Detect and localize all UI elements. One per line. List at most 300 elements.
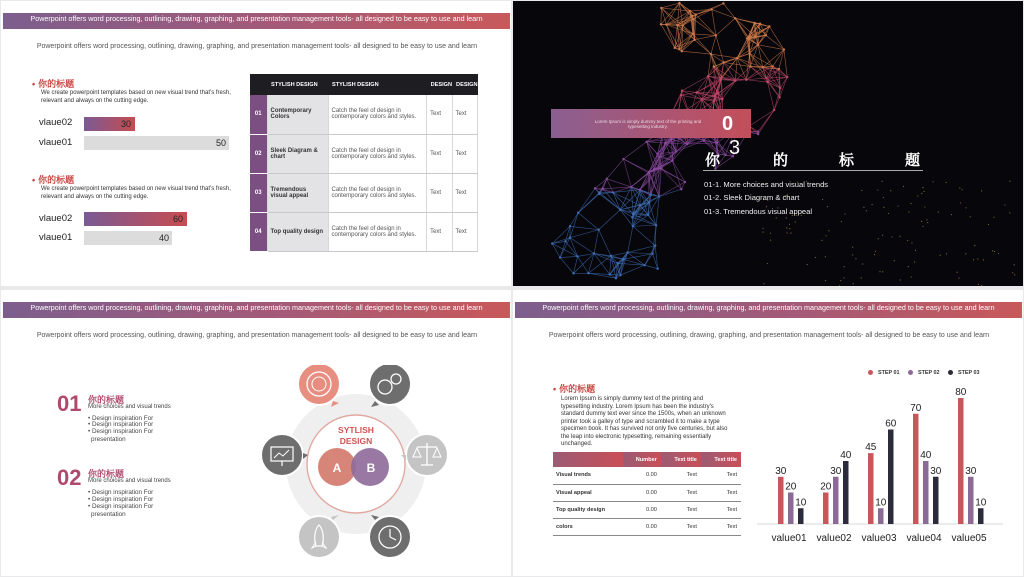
network-line [645, 254, 653, 265]
sparkle-dot [922, 226, 923, 227]
sparkle-dot [892, 236, 893, 237]
network-node [757, 130, 759, 132]
sparkle-dot [981, 190, 982, 191]
legend-dot [908, 370, 913, 375]
network-node [593, 252, 595, 254]
network-node [610, 255, 612, 257]
network-node [609, 273, 611, 275]
network-line [620, 210, 633, 226]
bar-chart [753, 380, 1013, 560]
data-label: 10 [875, 497, 887, 509]
sparkle-dot [853, 283, 854, 284]
network-line [683, 26, 693, 34]
sparkle-dot [875, 251, 876, 252]
network-line [708, 54, 711, 76]
bar-value: 40 [158, 233, 169, 243]
network-node [594, 187, 596, 189]
network-node [765, 77, 767, 79]
sparkle-dot [915, 250, 916, 251]
sparkle-dot [973, 259, 974, 260]
network-node [695, 91, 697, 93]
network-node [656, 153, 658, 155]
clock-icon [369, 515, 411, 558]
network-node [719, 78, 721, 80]
sparkle-dot [1004, 204, 1005, 205]
x-tick-label: value03 [861, 533, 897, 544]
network-node [630, 186, 632, 188]
data-label: 30 [965, 465, 977, 477]
network-node [684, 181, 686, 183]
network-node [682, 24, 684, 26]
network-node [564, 240, 566, 242]
row-label: Top quality design [553, 501, 623, 518]
network-node [676, 24, 678, 26]
network-line [711, 54, 721, 80]
network-line [711, 54, 737, 58]
sparkle-dot [852, 247, 853, 248]
sparkle-dot [807, 264, 808, 265]
block-description: We create powerpoint templates based on new visual trend that’s fresh, relevant and always on the cutting edge. [41, 186, 231, 200]
sparkle-dot [894, 260, 895, 261]
data-label: 80 [955, 387, 967, 398]
bar-step-03 [933, 477, 939, 524]
item-number: 02 [57, 465, 82, 490]
sparkle-dot [970, 216, 971, 217]
network-node [711, 8, 713, 10]
network-line [779, 50, 784, 69]
sparkle-dot [956, 272, 957, 273]
sparkle-dot [882, 181, 883, 182]
title-char: 标 [839, 152, 855, 169]
data-label: 30 [930, 465, 942, 477]
network-node [612, 191, 614, 193]
section-number: 0 [722, 113, 734, 135]
network-node [681, 90, 683, 92]
bar-value: 30 [121, 119, 132, 129]
sparkle-dot [960, 202, 961, 203]
network-node [716, 142, 718, 144]
sparkle-dot [841, 221, 842, 222]
sparkle-dot [958, 277, 959, 278]
network-node [632, 213, 634, 215]
bar-label: vlaue02 [39, 117, 73, 128]
network-line [607, 159, 624, 179]
network-node [757, 44, 759, 46]
sparkle-dot [877, 189, 878, 190]
network-line [681, 92, 697, 95]
row-description: Catch the feel of design in contemporary colors and styles. [328, 212, 427, 251]
network-node [622, 158, 624, 160]
network-line [610, 256, 611, 275]
row-cell: 0.00 [623, 467, 661, 484]
network-line [628, 252, 653, 253]
sparkle-dot [965, 253, 966, 254]
network-line [645, 265, 658, 268]
table-header-row [250, 74, 478, 95]
label-a: A [332, 461, 342, 475]
bar-step-02 [878, 508, 884, 524]
sparkle-dot [883, 207, 884, 208]
network-node [650, 194, 652, 196]
network-node [703, 140, 705, 142]
sparkle-dot [883, 197, 884, 198]
x-tick-label: value05 [951, 533, 987, 544]
sparkle-dot [917, 195, 918, 196]
row-cell: Text [661, 484, 701, 501]
slide-2[interactable] [513, 1, 1023, 286]
network-node [779, 87, 781, 89]
network-node [576, 255, 578, 257]
sparkle-dot [863, 207, 864, 208]
bar-step-02 [833, 477, 839, 524]
row-feature: Top quality design [267, 212, 328, 251]
block-description: We create powerpoint templates based on new visual trend that’s fresh, relevant and always on the cutting edge. [41, 90, 231, 104]
data-label: 60 [885, 418, 897, 430]
bar-value: 60 [173, 214, 184, 224]
network-node [680, 94, 682, 96]
sparkle-dot [908, 266, 909, 267]
network-node [664, 142, 666, 144]
network-line [610, 274, 621, 275]
bullet: • Design inspiration For [88, 489, 154, 496]
slide-subtitle: Powerpoint offers word processing, outlining, drawing, graphing, and presentation management tools- all designed to be easy to use and learn [548, 332, 990, 339]
network-node [753, 22, 755, 24]
network-line [766, 35, 784, 49]
network-line [694, 19, 716, 35]
network-node [665, 23, 667, 25]
network-line [682, 51, 711, 54]
block-title: • 你的标题 [553, 384, 596, 394]
legend-item: STEP 01 [868, 370, 899, 376]
bar-value: 50 [215, 138, 226, 148]
network-node [551, 242, 553, 244]
sparkle-dot [938, 211, 939, 212]
row-cell: Text [701, 501, 741, 518]
bar-track [84, 117, 229, 131]
network-line [633, 225, 656, 226]
network-node [692, 18, 694, 20]
sparkle-dot [992, 250, 993, 251]
network-line [736, 58, 738, 81]
network-line [570, 226, 599, 229]
label-b: B [366, 461, 376, 475]
sparkle-dot [874, 254, 875, 255]
network-node [678, 48, 680, 50]
sparkle-dot [786, 217, 787, 218]
sparkle-dot [927, 222, 928, 223]
network-node [722, 2, 724, 4]
bar-track [84, 212, 229, 226]
design-table [250, 74, 478, 252]
sparkle-dot [786, 227, 787, 228]
sparkle-dot [827, 206, 828, 207]
sparkle-dot [1009, 212, 1010, 213]
slide-1[interactable] [1, 1, 511, 286]
network-node [765, 34, 767, 36]
network-node [745, 79, 747, 81]
network-node [587, 272, 589, 274]
network-node [619, 274, 621, 276]
row-feature: Tremendous visual appeal [267, 173, 328, 212]
network-node [626, 251, 628, 253]
network-node [701, 98, 703, 100]
item-subtitle: More choices and visual trends [88, 404, 171, 410]
network-node [602, 188, 604, 190]
network-line [607, 179, 631, 187]
network-line [570, 213, 578, 238]
network-line [661, 168, 685, 182]
sparkle-dot [1014, 264, 1015, 265]
network-node [651, 253, 653, 255]
table-header: DESIGN [452, 74, 477, 95]
network-node [648, 201, 650, 203]
network-line [695, 40, 711, 54]
network-node [746, 37, 748, 39]
data-label: 70 [910, 402, 922, 414]
network-node [754, 35, 756, 37]
network-line [588, 256, 611, 273]
slide-subtitle: Powerpoint offers word processing, outlining, drawing, graphing, and presentation management tools- all designed to be easy to use and learn [36, 332, 478, 339]
table-row [250, 173, 478, 212]
table-row [553, 501, 741, 518]
network-node [616, 262, 618, 264]
sparkle-dot [862, 263, 863, 264]
network-line [628, 246, 656, 253]
network-node [786, 76, 788, 78]
title-char: 你 [705, 152, 721, 169]
sparkle-dot [921, 221, 922, 222]
network-node [655, 224, 657, 226]
bullet: • Design inspiration For [88, 503, 154, 510]
network-line [649, 203, 656, 226]
row-cell: 0.00 [623, 501, 661, 518]
sparkle-dot [946, 182, 947, 183]
bar-fill [84, 212, 187, 226]
bar-step-03 [798, 508, 804, 524]
network-node [762, 66, 764, 68]
table-header [250, 74, 267, 95]
sparkle-dot [922, 187, 923, 188]
row-cell: Text [661, 467, 701, 484]
network-node [619, 209, 621, 211]
bar-label: vlaue01 [39, 232, 73, 243]
bullet: • Design inspiration For [88, 496, 154, 503]
sparkle-dot [993, 217, 994, 218]
network-node [717, 92, 719, 94]
network-node [773, 109, 775, 111]
sparkle-dot [923, 191, 924, 192]
network-line [578, 256, 589, 273]
network-line [631, 172, 649, 187]
network-line [570, 230, 599, 238]
sparkle-dot [933, 181, 934, 182]
network-line [620, 265, 644, 275]
network-node [771, 65, 773, 67]
slide-3[interactable] [1, 290, 511, 576]
network-line [712, 3, 724, 9]
sparkle-dot [911, 242, 912, 243]
sparkle-dot [826, 235, 827, 236]
network-line [722, 81, 735, 99]
network-node [572, 272, 574, 274]
network-node [778, 68, 780, 70]
sparkle-dot [871, 204, 872, 205]
row-feature: Sleek Diagram & chart [267, 134, 328, 173]
diagram-title-line2: DESIGN [339, 436, 373, 446]
table-row [553, 484, 741, 501]
row-description: Catch the feel of design in contemporary colors and styles. [328, 95, 427, 134]
network-node [658, 195, 660, 197]
table-row [553, 467, 741, 484]
network-node [660, 23, 662, 25]
bar-step-01 [868, 453, 874, 524]
network-node [569, 225, 571, 227]
sparkle-dot [951, 214, 952, 215]
bar-step-03 [978, 508, 984, 524]
row-cell: 0.00 [623, 518, 661, 535]
network-node [675, 150, 677, 152]
network-line [599, 210, 621, 230]
network-node [748, 52, 750, 54]
data-label: 20 [785, 481, 797, 493]
network-line [711, 35, 716, 54]
bar-step-03 [843, 461, 849, 524]
bar-label: vlaue01 [39, 137, 73, 148]
network-node [647, 214, 649, 216]
bullet: • Design inspiration For [88, 415, 154, 422]
block-title: • 你的标题 [32, 175, 75, 185]
sparkle-dot [988, 224, 989, 225]
sparkle-dot [983, 259, 984, 260]
sparkle-dot [843, 277, 844, 278]
sparkle-dot [998, 253, 999, 254]
bar-step-01 [778, 477, 784, 524]
slide-subtitle: Powerpoint offers word processing, outlining, drawing, graphing, and presentation management tools- all designed to be easy to use and learn [36, 43, 478, 50]
header-banner: Powerpoint offers word processing, outlining, drawing, graphing, and presentation management tools- all designed to be easy to use and learn [3, 13, 510, 29]
legend-item: STEP 03 [948, 370, 979, 376]
bar-track [84, 231, 172, 245]
item-subtitle: More choices and visual trends [88, 478, 171, 484]
sparkle-dot [898, 205, 899, 206]
network-node [681, 50, 683, 52]
section-number-second-digit: 3 [729, 137, 741, 159]
network-node [674, 47, 676, 49]
sparkle-dot [882, 271, 883, 272]
network-line [560, 241, 565, 257]
table-header: STYLISH DESIGN [328, 74, 427, 95]
block-description: Lorem Ipsum is simply dummy text of the printing and typesetting industry. Lorem Ipsum has been the industry's standard dummy text ever since the 1500s, when an unknown printer took a galley of type and scrambled it to make a type specimen book. It has survived not only five centuries, but also the leap into electronic typesetting, remaining essentially unchanged. [561, 396, 728, 447]
table-header-row [553, 452, 741, 467]
row-label: colors [553, 518, 623, 535]
sparkle-dot [994, 251, 995, 252]
network-node [734, 79, 736, 81]
item-title: 你的标题 [88, 469, 125, 479]
row-text-cell: Text [452, 134, 477, 173]
slide-4[interactable] [513, 290, 1023, 576]
network-line [697, 76, 708, 92]
row-text-cell: Text [452, 173, 477, 212]
table-row [250, 212, 478, 251]
network-line [735, 18, 747, 38]
sparkle-dot [789, 228, 790, 229]
sparkle-dot [822, 199, 823, 200]
network-node [597, 229, 599, 231]
title-char: 题 [905, 152, 921, 169]
row-number: 01 [250, 95, 267, 134]
sparkle-dot [786, 232, 787, 233]
sparkle-dot [959, 187, 960, 188]
network-line [560, 256, 577, 257]
row-text-cell: Text [427, 173, 452, 212]
sparkle-dot [900, 279, 901, 280]
row-number: 04 [250, 212, 267, 251]
network-node [691, 15, 693, 17]
table-header [553, 452, 623, 467]
network-line [693, 34, 716, 36]
network-node [656, 267, 658, 269]
sparkle-dot [1009, 181, 1010, 182]
row-label: Visual appeal [553, 484, 623, 501]
block-title: • 你的标题 [32, 79, 75, 89]
sparkle-dot [762, 228, 763, 229]
bar-label: vlaue02 [39, 213, 73, 224]
sparkle-dot [962, 189, 963, 190]
network-node [686, 143, 688, 145]
sparkle-dot [839, 285, 840, 286]
network-line [633, 226, 655, 245]
sparkle-dot [879, 271, 880, 272]
network-node [678, 2, 680, 4]
data-label: 40 [840, 450, 852, 461]
network-node [615, 277, 617, 279]
sparkle-dot [861, 277, 862, 278]
title-char: 的 [773, 152, 789, 169]
data-label: 10 [975, 497, 987, 509]
network-node [778, 96, 780, 98]
bar-step-02 [968, 477, 974, 524]
network-node [722, 61, 724, 63]
network-node [713, 65, 715, 67]
network-line [645, 246, 656, 266]
network-node [639, 204, 641, 206]
network-node [606, 178, 608, 180]
network-node [692, 33, 694, 35]
header-banner: Powerpoint offers word processing, outlining, drawing, graphing, and presentation management tools- all designed to be easy to use and learn [3, 302, 510, 318]
sparkle-dot [852, 254, 853, 255]
network-line [623, 159, 631, 187]
title-box-caption: Lorem Ipsum is simply dummy text of the printing and typesetting industry. [594, 119, 702, 129]
sparkle-dot [910, 203, 911, 204]
bullet: presentation [91, 436, 126, 443]
network-line [659, 168, 660, 197]
bar-step-01 [913, 414, 919, 524]
network-line [623, 142, 646, 159]
sparkle-dot [899, 236, 900, 237]
data-label: 40 [920, 450, 932, 461]
network-node [757, 133, 759, 135]
row-description: Catch the feel of design in contemporary colors and styles. [328, 173, 427, 212]
sparkle-dot [825, 280, 826, 281]
sparkle-dot [844, 266, 845, 267]
sparkle-dot [914, 261, 915, 262]
bar-step-01 [823, 493, 829, 525]
list-item: 01-3. Tremendous visual appeal [704, 207, 813, 216]
network-node [659, 156, 661, 158]
sparkle-dot [762, 232, 763, 233]
network-node [713, 95, 715, 97]
sparkle-dot [776, 217, 777, 218]
bullet: • Design inspiration For [88, 421, 154, 428]
